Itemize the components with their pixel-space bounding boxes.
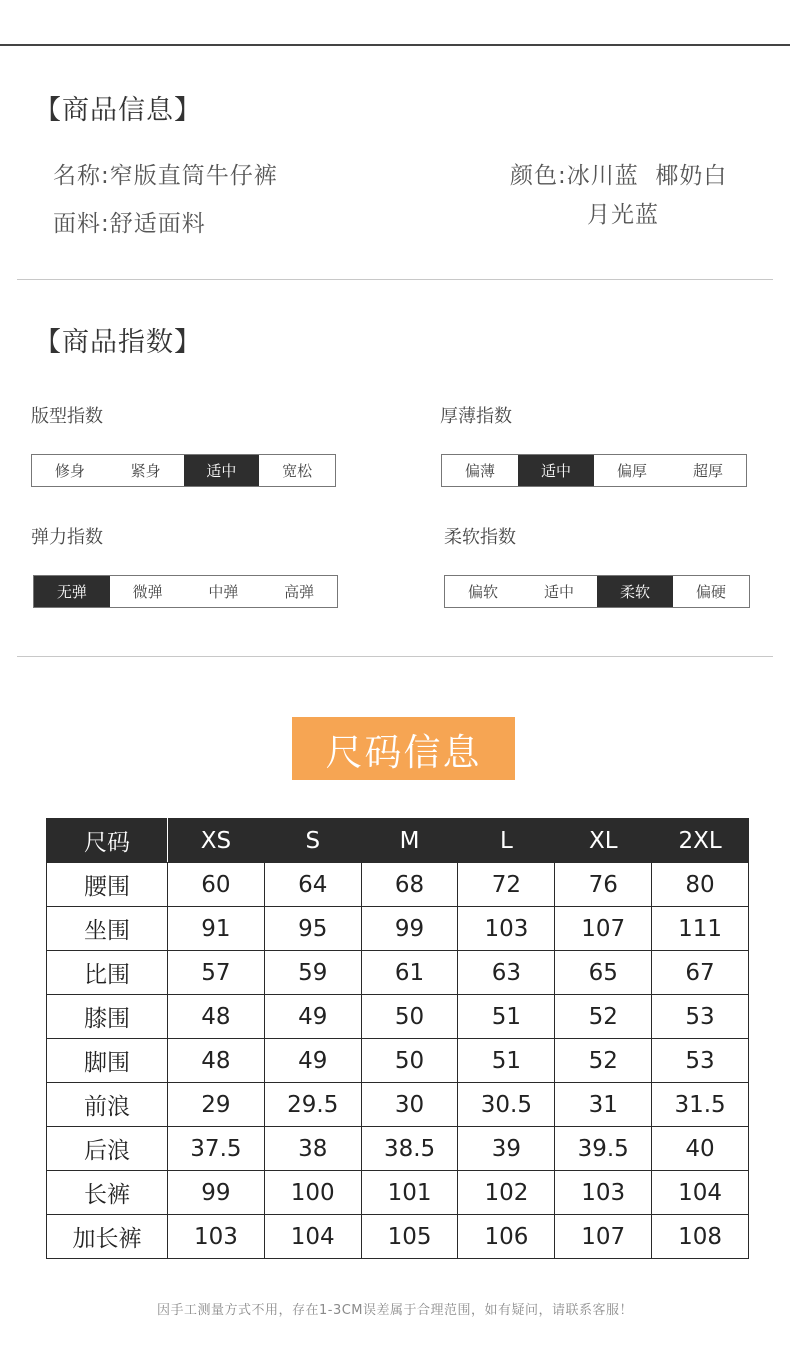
table-cell: 51 <box>458 995 555 1039</box>
row-label-cell: 后浪 <box>47 1127 168 1171</box>
table-cell: 49 <box>264 1039 361 1083</box>
table-cell: 38 <box>264 1127 361 1171</box>
table-cell: 48 <box>168 995 265 1039</box>
table-cell: 100 <box>264 1171 361 1215</box>
size-table <box>46 818 749 1259</box>
measurement-note: 因手工测量方式不用，存在1-3CM误差属于合理范围，如有疑问，请联系客服！ <box>156 1303 634 1318</box>
index-option: 偏薄 <box>464 462 495 480</box>
header-cell: 2XL <box>652 819 749 863</box>
table-cell: 91 <box>168 907 265 951</box>
index-option: 高弹 <box>284 583 315 601</box>
row-label-cell: 膝围 <box>47 995 168 1039</box>
table-cell: 80 <box>652 863 749 907</box>
table-cell: 38.5 <box>361 1127 458 1171</box>
product-index-title: 【商品指数】 <box>34 327 202 358</box>
table-cell: 29.5 <box>264 1083 361 1127</box>
index-option: 偏硬 <box>695 583 726 601</box>
index-option: 修身 <box>54 462 85 480</box>
table-cell: 59 <box>264 951 361 995</box>
index-label-elasticity: 弹力指数 <box>31 527 103 548</box>
index-option: 超厚 <box>692 462 723 480</box>
row-label-cell: 坐围 <box>47 907 168 951</box>
top-divider <box>0 44 790 46</box>
table-row <box>47 1083 749 1127</box>
color-values-line1: 冰川蓝 椰奶白 <box>566 163 728 189</box>
table-cell: 40 <box>652 1127 749 1171</box>
index-bar-thickness <box>441 454 747 487</box>
table-cell: 29 <box>168 1083 265 1127</box>
table-cell: 103 <box>168 1215 265 1259</box>
table-cell: 52 <box>555 1039 652 1083</box>
table-cell: 52 <box>555 995 652 1039</box>
table-cell: 76 <box>555 863 652 907</box>
table-cell: 99 <box>168 1171 265 1215</box>
table-cell: 104 <box>652 1171 749 1215</box>
table-cell: 68 <box>361 863 458 907</box>
index-label-fit: 版型指数 <box>31 406 103 427</box>
row-label-cell: 比围 <box>47 951 168 995</box>
index-option: 适中 <box>543 583 574 601</box>
index-label-softness: 柔软指数 <box>444 527 516 548</box>
index-option: 中弹 <box>208 583 239 601</box>
product-name <box>53 157 278 190</box>
fabric-value: 舒适面料 <box>109 211 206 237</box>
size-info-banner: 尺码信息 <box>292 717 515 780</box>
table-cell: 104 <box>264 1215 361 1259</box>
table-row <box>47 1127 749 1171</box>
header-cell: 尺码 <box>47 819 168 863</box>
table-cell: 101 <box>361 1171 458 1215</box>
table-cell: 105 <box>361 1215 458 1259</box>
table-cell: 102 <box>458 1171 555 1215</box>
table-cell: 31 <box>555 1083 652 1127</box>
table-cell: 30 <box>361 1083 458 1127</box>
index-option: 偏厚 <box>616 462 647 480</box>
table-cell: 103 <box>458 907 555 951</box>
table-cell: 50 <box>361 995 458 1039</box>
name-value: 窄版直筒牛仔裤 <box>109 163 278 189</box>
index-option: 紧身 <box>130 462 161 480</box>
table-cell: 50 <box>361 1039 458 1083</box>
row-label-cell: 长裤 <box>47 1171 168 1215</box>
table-row <box>47 1215 749 1259</box>
table-cell: 30.5 <box>458 1083 555 1127</box>
table-cell: 95 <box>264 907 361 951</box>
table-cell: 99 <box>361 907 458 951</box>
table-cell: 64 <box>264 863 361 907</box>
row-label-cell: 前浪 <box>47 1083 168 1127</box>
table-row <box>47 951 749 995</box>
table-cell: 63 <box>458 951 555 995</box>
table-cell: 53 <box>652 1039 749 1083</box>
index-option: 适中 <box>518 455 594 486</box>
table-cell: 108 <box>652 1215 749 1259</box>
table-row <box>47 907 749 951</box>
table-cell: 37.5 <box>168 1127 265 1171</box>
index-option: 适中 <box>184 455 260 486</box>
table-cell: 67 <box>652 951 749 995</box>
header-cell: M <box>361 819 458 863</box>
table-cell: 60 <box>168 863 265 907</box>
index-option: 无弹 <box>34 576 110 607</box>
table-row <box>47 863 749 907</box>
index-option: 偏软 <box>467 583 498 601</box>
table-cell: 51 <box>458 1039 555 1083</box>
table-cell: 103 <box>555 1171 652 1215</box>
header-cell: XS <box>168 819 265 863</box>
product-color <box>510 157 727 190</box>
table-cell: 107 <box>555 1215 652 1259</box>
product-fabric <box>53 205 206 238</box>
color-values-line2: 月光蓝 <box>587 202 659 228</box>
index-bar-elasticity <box>33 575 338 608</box>
name-label: 名称: <box>53 163 110 189</box>
index-bar-fit <box>31 454 336 487</box>
row-label-cell: 脚围 <box>47 1039 168 1083</box>
color-label: 颜色: <box>510 163 567 189</box>
table-cell: 72 <box>458 863 555 907</box>
table-cell: 31.5 <box>652 1083 749 1127</box>
section-divider <box>17 656 773 657</box>
header-cell: S <box>264 819 361 863</box>
table-cell: 39 <box>458 1127 555 1171</box>
size-table-header <box>47 819 749 863</box>
section-divider <box>17 279 773 280</box>
index-option: 微弹 <box>132 583 163 601</box>
row-label-cell: 腰围 <box>47 863 168 907</box>
table-row <box>47 1171 749 1215</box>
table-cell: 106 <box>458 1215 555 1259</box>
table-cell: 53 <box>652 995 749 1039</box>
index-option: 宽松 <box>282 462 313 480</box>
table-cell: 39.5 <box>555 1127 652 1171</box>
table-cell: 61 <box>361 951 458 995</box>
index-bar-softness <box>444 575 750 608</box>
table-cell: 65 <box>555 951 652 995</box>
table-cell: 57 <box>168 951 265 995</box>
product-info-title: 【商品信息】 <box>34 95 202 126</box>
header-cell: XL <box>555 819 652 863</box>
table-cell: 49 <box>264 995 361 1039</box>
fabric-label: 面料: <box>53 211 110 237</box>
row-label-cell: 加长裤 <box>47 1215 168 1259</box>
table-cell: 111 <box>652 907 749 951</box>
table-cell: 48 <box>168 1039 265 1083</box>
index-label-thickness: 厚薄指数 <box>440 406 512 427</box>
table-row <box>47 995 749 1039</box>
header-cell: L <box>458 819 555 863</box>
table-row <box>47 1039 749 1083</box>
table-cell: 107 <box>555 907 652 951</box>
index-option: 柔软 <box>597 576 673 607</box>
